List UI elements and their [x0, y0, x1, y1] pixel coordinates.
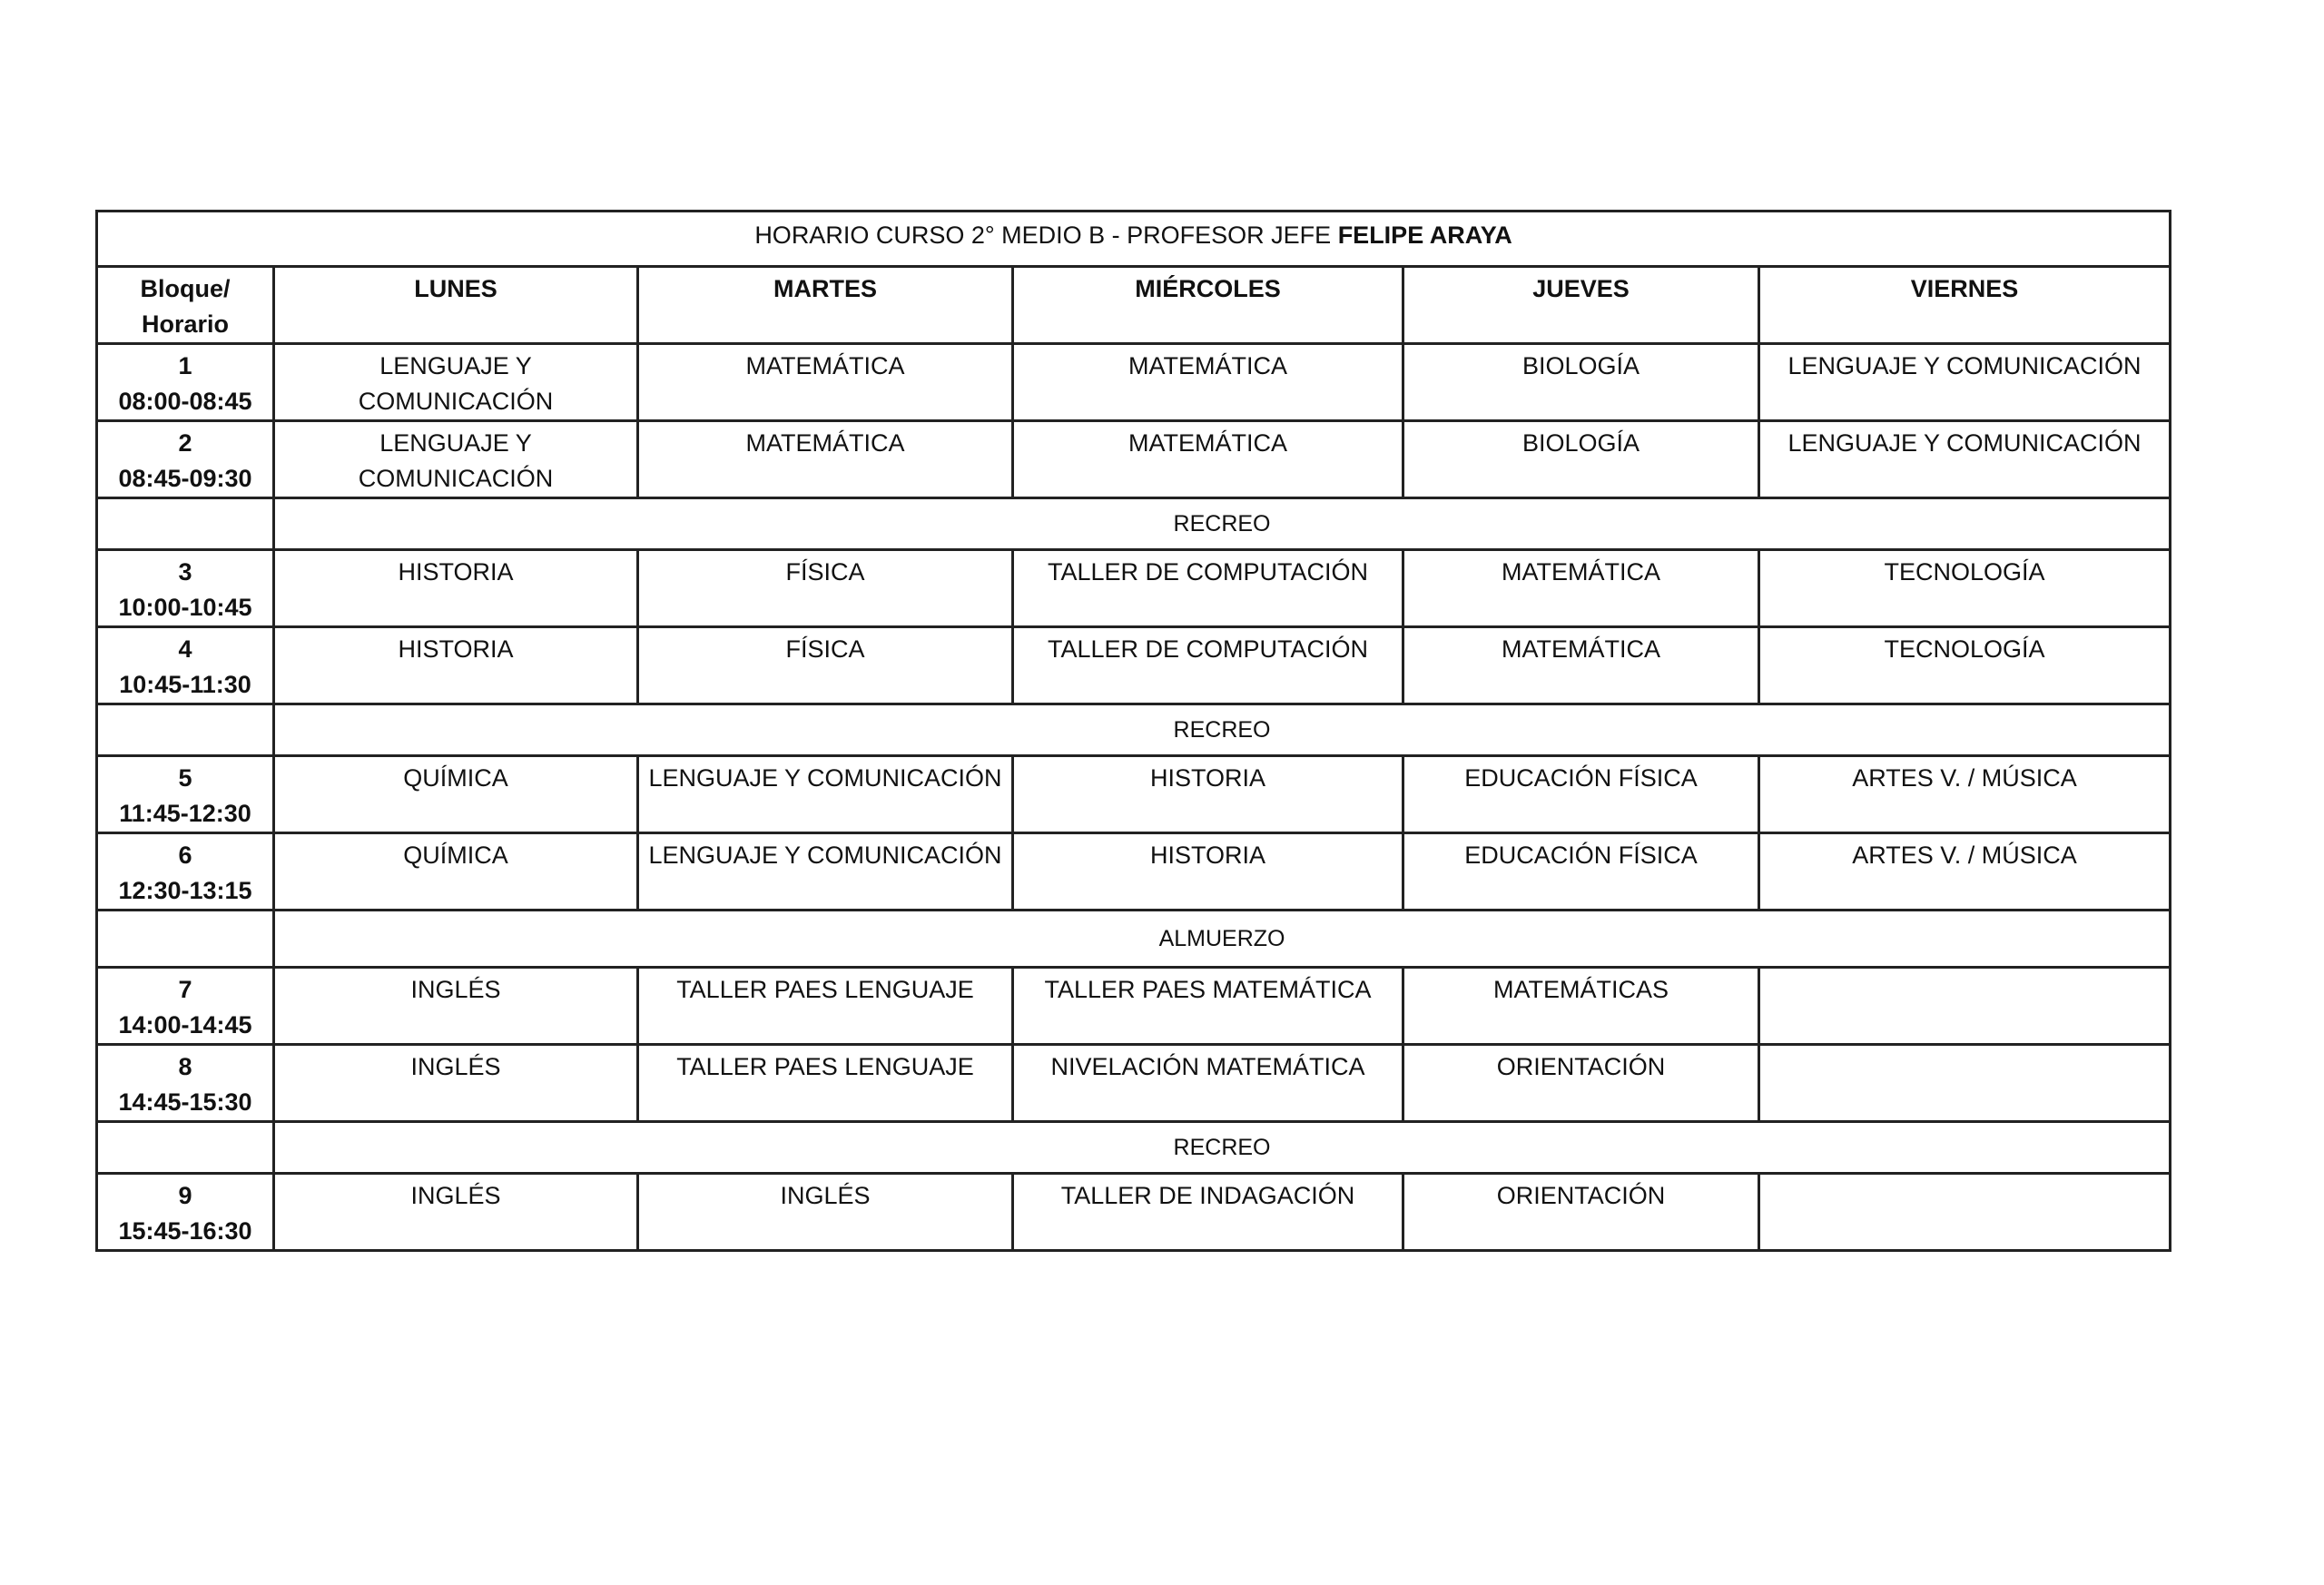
break-block-cell: [97, 911, 274, 968]
class-block-row: [97, 550, 2171, 627]
title-prefix: HORARIO CURSO 2° MEDIO B - PROFESOR JEFE: [754, 222, 1338, 249]
block-cell: [97, 1045, 274, 1122]
block-time: 11:45-12:30: [119, 800, 251, 827]
subject-cell-wednesday: HISTORIA: [1013, 756, 1403, 833]
subject-cell-friday: [1759, 968, 2171, 1045]
block-number: 9: [178, 1182, 192, 1209]
header-block: Bloque/ Horario: [97, 267, 274, 344]
subject-cell-wednesday: TALLER DE COMPUTACIÓN: [1013, 627, 1403, 704]
class-block-row: [97, 421, 2171, 498]
subject-cell-monday: INGLÉS: [274, 1045, 638, 1122]
subject-cell-thursday: ORIENTACIÓN: [1403, 1174, 1759, 1251]
block-time: 14:00-14:45: [118, 1011, 252, 1039]
subject-cell-tuesday: MATEMÁTICA: [638, 421, 1013, 498]
class-block-row: [97, 1045, 2171, 1122]
block-cell: [97, 627, 274, 704]
block-cell: [97, 833, 274, 911]
subject-cell-thursday: BIOLOGÍA: [1403, 344, 1759, 421]
header-day-tuesday: MARTES: [638, 267, 1013, 344]
subject-cell-tuesday: FÍSICA: [638, 550, 1013, 627]
break-row: [97, 911, 2171, 968]
class-block-row: [97, 627, 2171, 704]
schedule-table: [95, 210, 2171, 1252]
subject-cell-monday: HISTORIA: [274, 550, 638, 627]
break-label: RECREO: [274, 1122, 2171, 1174]
schedule-title: [97, 212, 2171, 267]
block-time: 08:00-08:45: [118, 388, 252, 415]
class-block-row: [97, 1174, 2171, 1251]
subject-cell-wednesday: HISTORIA: [1013, 833, 1403, 911]
block-number: 3: [178, 558, 192, 586]
header-day-wednesday: MIÉRCOLES: [1013, 267, 1403, 344]
subject-cell-friday: LENGUAJE Y COMUNICACIÓN: [1759, 421, 2171, 498]
block-number: 7: [178, 976, 192, 1003]
subject-cell-monday: INGLÉS: [274, 968, 638, 1045]
break-row: [97, 704, 2171, 756]
subject-cell-tuesday: LENGUAJE Y COMUNICACIÓN: [638, 833, 1013, 911]
subject-cell-friday: ARTES V. / MÚSICA: [1759, 833, 2171, 911]
header-day-thursday: JUEVES: [1403, 267, 1759, 344]
block-cell: [97, 550, 274, 627]
break-row: [97, 1122, 2171, 1174]
subject-cell-tuesday: FÍSICA: [638, 627, 1013, 704]
subject-cell-tuesday: TALLER PAES LENGUAJE: [638, 1045, 1013, 1122]
break-block-cell: [97, 1122, 274, 1174]
block-cell: [97, 344, 274, 421]
block-time: 12:30-13:15: [118, 877, 252, 904]
title-row: [97, 212, 2171, 267]
subject-cell-wednesday: NIVELACIÓN MATEMÁTICA: [1013, 1045, 1403, 1122]
header-day-monday: LUNES: [274, 267, 638, 344]
subject-cell-tuesday: LENGUAJE Y COMUNICACIÓN: [638, 756, 1013, 833]
subject-cell-thursday: MATEMÁTICAS: [1403, 968, 1759, 1045]
subject-cell-monday: LENGUAJE Y COMUNICACIÓN: [274, 421, 638, 498]
subject-cell-wednesday: TALLER DE INDAGACIÓN: [1013, 1174, 1403, 1251]
subject-cell-tuesday: MATEMÁTICA: [638, 344, 1013, 421]
subject-cell-thursday: EDUCACIÓN FÍSICA: [1403, 756, 1759, 833]
subject-cell-monday: LENGUAJE Y COMUNICACIÓN: [274, 344, 638, 421]
block-time: 14:45-15:30: [118, 1088, 252, 1116]
class-block-row: [97, 344, 2171, 421]
block-cell: [97, 421, 274, 498]
class-block-row: [97, 756, 2171, 833]
block-number: 1: [178, 352, 192, 379]
block-number: 8: [178, 1053, 192, 1080]
break-block-cell: [97, 498, 274, 550]
block-cell: [97, 1174, 274, 1251]
subject-cell-monday: QUÍMICA: [274, 833, 638, 911]
subject-cell-tuesday: TALLER PAES LENGUAJE: [638, 968, 1013, 1045]
subject-cell-friday: TECNOLOGÍA: [1759, 550, 2171, 627]
subject-cell-thursday: ORIENTACIÓN: [1403, 1045, 1759, 1122]
subject-cell-thursday: BIOLOGÍA: [1403, 421, 1759, 498]
subject-cell-wednesday: MATEMÁTICA: [1013, 421, 1403, 498]
subject-cell-friday: ARTES V. / MÚSICA: [1759, 756, 2171, 833]
subject-cell-thursday: EDUCACIÓN FÍSICA: [1403, 833, 1759, 911]
block-number: 2: [178, 429, 192, 457]
subject-cell-friday: LENGUAJE Y COMUNICACIÓN: [1759, 344, 2171, 421]
subject-cell-wednesday: TALLER PAES MATEMÁTICA: [1013, 968, 1403, 1045]
teacher-name: FELIPE ARAYA: [1337, 222, 1512, 249]
subject-cell-friday: TECNOLOGÍA: [1759, 627, 2171, 704]
subject-cell-thursday: MATEMÁTICA: [1403, 550, 1759, 627]
class-block-row: [97, 833, 2171, 911]
break-block-cell: [97, 704, 274, 756]
break-row: [97, 498, 2171, 550]
subject-cell-monday: HISTORIA: [274, 627, 638, 704]
subject-cell-monday: QUÍMICA: [274, 756, 638, 833]
break-label: ALMUERZO: [274, 911, 2171, 968]
subject-cell-monday: INGLÉS: [274, 1174, 638, 1251]
block-cell: [97, 756, 274, 833]
block-number: 6: [178, 842, 192, 869]
subject-cell-wednesday: TALLER DE COMPUTACIÓN: [1013, 550, 1403, 627]
header-row: [97, 267, 2171, 344]
block-number: 5: [178, 764, 192, 792]
class-block-row: [97, 968, 2171, 1045]
break-label: RECREO: [274, 498, 2171, 550]
break-label: RECREO: [274, 704, 2171, 756]
subject-cell-thursday: MATEMÁTICA: [1403, 627, 1759, 704]
subject-cell-wednesday: MATEMÁTICA: [1013, 344, 1403, 421]
block-time: 08:45-09:30: [118, 465, 252, 492]
block-time: 15:45-16:30: [118, 1217, 252, 1245]
block-time: 10:45-11:30: [119, 671, 251, 698]
block-cell: [97, 968, 274, 1045]
schedule-document: [95, 210, 2169, 1252]
subject-cell-friday: [1759, 1174, 2171, 1251]
block-time: 10:00-10:45: [118, 594, 252, 621]
block-number: 4: [178, 635, 192, 663]
subject-cell-tuesday: INGLÉS: [638, 1174, 1013, 1251]
header-day-friday: VIERNES: [1759, 267, 2171, 344]
subject-cell-friday: [1759, 1045, 2171, 1122]
